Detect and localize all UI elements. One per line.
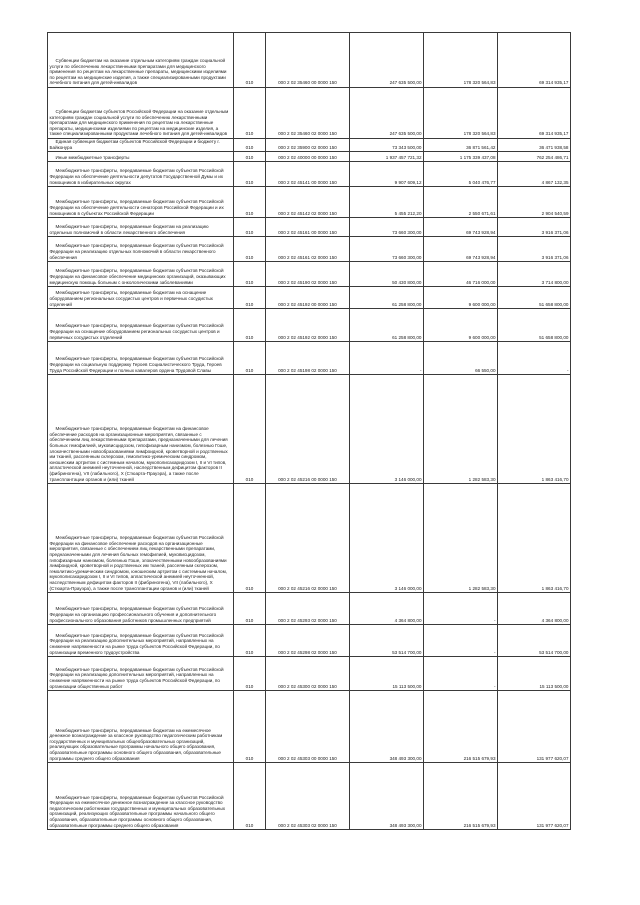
row-code-cell: 010 bbox=[234, 237, 266, 262]
budget-classification-code-cell: 000 2 02 45198 02 0000 150 bbox=[266, 342, 350, 375]
executed-amount-cell: 216 515 679,93 bbox=[424, 691, 498, 763]
row-code-cell: 010 bbox=[234, 139, 266, 152]
unexecuted-amount-cell: 69 314 935,17 bbox=[498, 33, 571, 88]
approved-amount-cell: 73 660 300,00 bbox=[350, 218, 424, 237]
table-row bbox=[48, 287, 571, 309]
executed-amount-cell: - bbox=[424, 657, 498, 691]
approved-amount-cell: 73 660 300,00 bbox=[350, 237, 424, 262]
unexecuted-amount-cell: 4 867 132,35 bbox=[498, 162, 571, 187]
row-code-cell: 010 bbox=[234, 218, 266, 237]
row-name-cell: Межбюджетные трансферты, передаваемые бюджетам на финансовое обеспечение расходов на организационные мероприятия, связанные с обеспечением лиц лекарственными препаратами, предназначенными для лечения больных гемофилией, муковисцидозом, гипофизарным нанизмом, болезнью Гоше, злокачественными новообразованиями лимфоидной, кроветворной и родственных им тканей, рассеянным склерозом, гемолитико-уремическим синдромом, юношеским артритом с системным началом, мукополисахаридозом I, II и VI типов, апластической анемией неуточненной, наследственным дефицитом факторов II (фибриногена), VII (лабильного), X (Стюарта-Прауэра), а также после трансплантации органов и (или) тканей bbox=[48, 375, 234, 484]
approved-amount-cell: 348 493 300,00 bbox=[350, 763, 424, 830]
unexecuted-amount-cell: 36 471 938,58 bbox=[498, 139, 571, 152]
table-row bbox=[48, 309, 571, 342]
unexecuted-amount-cell: 4 364 800,00 bbox=[498, 593, 571, 625]
row-code-cell: 010 bbox=[234, 484, 266, 593]
executed-amount-cell: 1 282 583,30 bbox=[424, 375, 498, 484]
budget-classification-code-cell: 000 2 02 45216 02 0000 150 bbox=[266, 484, 350, 593]
row-name-cell: Межбюджетные трансферты, передаваемые бюджетам субъектов Российской Федерации на обеспечение деятельности сенаторов Российской Федерации и их помощников в субъектах Российской Федерации bbox=[48, 187, 234, 218]
budget-classification-code-cell: 000 2 02 40000 00 0000 150 bbox=[266, 152, 350, 162]
executed-amount-cell: 9 600 000,00 bbox=[424, 309, 498, 342]
unexecuted-amount-cell: 53 514 700,00 bbox=[498, 625, 571, 657]
table-row bbox=[48, 139, 571, 152]
executed-amount-cell: 36 871 561,42 bbox=[424, 139, 498, 152]
row-name-cell: Межбюджетные трансферты, передаваемые бюджетам на ежемесячное денежное вознаграждение за классное руководство педагогическим работникам государственных и муниципальных общеобразовательных организаций, реализующих образовательные программы начального общего образования, образовательные программы основного общего образования, образовательные программы среднего общего образования bbox=[48, 691, 234, 763]
row-name-cell: Межбюджетные трансферты, передаваемые бюджетам субъектов Российской Федерации на ежемесячное денежное вознаграждение за классное руководство педагогическим работникам государственных и муниципальных образовательных организаций, реализующих образовательные программы начального общего образования, образовательные программы основного общего образования, образовательные программы среднего общего образования bbox=[48, 763, 234, 830]
unexecuted-amount-cell: 3 714 800,00 bbox=[498, 262, 571, 287]
row-code-cell: 010 bbox=[234, 187, 266, 218]
unexecuted-amount-cell: 131 977 620,07 bbox=[498, 763, 571, 830]
approved-amount-cell: 61 258 800,00 bbox=[350, 287, 424, 309]
approved-amount-cell: 247 635 500,00 bbox=[350, 88, 424, 139]
executed-amount-cell: 178 320 564,83 bbox=[424, 33, 498, 88]
budget-classification-code-cell: 000 2 02 35900 02 0000 150 bbox=[266, 139, 350, 152]
approved-amount-cell: 61 258 800,00 bbox=[350, 309, 424, 342]
budget-classification-code-cell: 000 2 02 45216 00 0000 150 bbox=[266, 375, 350, 484]
unexecuted-amount-cell: 51 658 800,00 bbox=[498, 309, 571, 342]
table-row bbox=[48, 218, 571, 237]
row-name-cell: Межбюджетные трансферты, передаваемые бюджетам субъектов Российской Федерации на организацию профессионального обучения и дополнительного профессионального образования работников промышленных предприятий bbox=[48, 593, 234, 625]
unexecuted-amount-cell: 51 658 800,00 bbox=[498, 287, 571, 309]
executed-amount-cell: 9 600 000,00 bbox=[424, 287, 498, 309]
row-name-cell: Межбюджетные трансферты, передаваемые бюджетам на оснащение оборудованием региональных сосудистых центров и первичных сосудистых отделений bbox=[48, 287, 234, 309]
row-name-cell: Иные межбюджетные трансферты bbox=[48, 152, 234, 162]
table-row bbox=[48, 262, 571, 287]
executed-amount-cell: 46 716 000,00 bbox=[424, 262, 498, 287]
table-row bbox=[48, 763, 571, 830]
budget-classification-code-cell: 000 2 02 45293 02 0000 150 bbox=[266, 593, 350, 625]
row-code-cell: 010 bbox=[234, 593, 266, 625]
table-row bbox=[48, 484, 571, 593]
row-code-cell: 010 bbox=[234, 763, 266, 830]
row-name-cell: Межбюджетные трансферты, передаваемые бюджетам субъектов Российской Федерации на реализацию дополнительных мероприятий, направленных на снижение напряженности на рынке труда субъектов Российской Федерации, по организации временного трудоустройства bbox=[48, 625, 234, 657]
unexecuted-amount-cell: 3 916 371,06 bbox=[498, 237, 571, 262]
budget-classification-code-cell: 000 2 02 45141 00 0000 150 bbox=[266, 162, 350, 187]
unexecuted-amount-cell: 15 113 500,00 bbox=[498, 657, 571, 691]
table-row bbox=[48, 33, 571, 88]
approved-amount-cell: 1 937 457 721,32 bbox=[350, 152, 424, 162]
budget-classification-code-cell: 000 2 02 45300 02 0000 150 bbox=[266, 657, 350, 691]
budget-classification-code-cell: 000 2 02 45192 00 0000 150 bbox=[266, 287, 350, 309]
row-code-cell: 010 bbox=[234, 309, 266, 342]
unexecuted-amount-cell: - bbox=[498, 342, 571, 375]
table-row bbox=[48, 691, 571, 763]
table-row bbox=[48, 593, 571, 625]
budget-classification-code-cell: 000 2 02 45303 00 0000 150 bbox=[266, 691, 350, 763]
row-name-cell: Межбюджетные трансферты, передаваемые бюджетам субъектов Российской Федерации на социальную поддержку Героев Социалистического Труда, Героев Труда Российской Федерации и полных кавалеров ордена Трудовой Славы bbox=[48, 342, 234, 375]
table-row bbox=[48, 657, 571, 691]
unexecuted-amount-cell: 762 254 486,71 bbox=[498, 152, 571, 162]
unexecuted-amount-cell: 3 916 371,06 bbox=[498, 218, 571, 237]
budget-classification-code-cell: 000 2 02 45161 00 0000 150 bbox=[266, 218, 350, 237]
budget-classification-code-cell: 000 2 02 45303 02 0000 150 bbox=[266, 763, 350, 830]
row-code-cell: 010 bbox=[234, 33, 266, 88]
row-code-cell: 010 bbox=[234, 657, 266, 691]
executed-amount-cell: 66 550,00 bbox=[424, 342, 498, 375]
row-code-cell: 010 bbox=[234, 152, 266, 162]
approved-amount-cell: 5 455 212,20 bbox=[350, 187, 424, 218]
row-code-cell: 010 bbox=[234, 88, 266, 139]
approved-amount-cell: 3 146 000,00 bbox=[350, 375, 424, 484]
budget-classification-code-cell: 000 2 02 45298 02 0000 150 bbox=[266, 625, 350, 657]
row-code-cell: 010 bbox=[234, 287, 266, 309]
row-name-cell: Межбюджетные трансферты, передаваемые бюджетам субъектов Российской Федерации на финансовое обеспечение расходов на организационные мероприятия, связанные с обеспечением лиц лекарственными препаратами, предназначенными для лечения больных гемофилией, муковисцидозом, гипофизарным нанизмом, болезнью Гоше, злокачественными новообразованиями лимфоидной, кроветворной и родственных им тканей, рассеянным склерозом, гемолитико-уремическим синдромом, юношеским артритом с системным началом, мукополисахаридозом I, II и VI типов, апластической анемией неуточненной, наследственным дефицитом факторов II (фибриногена), VII (лабильного), X (Стюарта-Прауэра), а также после трансплантации органов и (или) тканей bbox=[48, 484, 234, 593]
executed-amount-cell: - bbox=[424, 593, 498, 625]
table-row bbox=[48, 187, 571, 218]
executed-amount-cell: 178 320 564,83 bbox=[424, 88, 498, 139]
table-row bbox=[48, 162, 571, 187]
approved-amount-cell: 53 514 700,00 bbox=[350, 625, 424, 657]
executed-amount-cell: - bbox=[424, 625, 498, 657]
row-code-cell: 010 bbox=[234, 262, 266, 287]
budget-classification-code-cell: 000 2 02 45161 02 0000 150 bbox=[266, 237, 350, 262]
unexecuted-amount-cell: 1 863 416,70 bbox=[498, 375, 571, 484]
executed-amount-cell: 1 282 583,30 bbox=[424, 484, 498, 593]
row-code-cell: 010 bbox=[234, 375, 266, 484]
unexecuted-amount-cell: 69 314 935,17 bbox=[498, 88, 571, 139]
executed-amount-cell: 69 743 928,94 bbox=[424, 237, 498, 262]
row-name-cell: Межбюджетные трансферты, передаваемые бюджетам субъектов Российской Федерации на финансовое обеспечение медицинских организаций, оказывающих медицинскую помощь больным с онкологическими заболеваниями bbox=[48, 262, 234, 287]
approved-amount-cell: 3 146 000,00 bbox=[350, 484, 424, 593]
executed-amount-cell: 216 515 679,93 bbox=[424, 763, 498, 830]
row-code-cell: 010 bbox=[234, 342, 266, 375]
approved-amount-cell: 247 635 500,00 bbox=[350, 33, 424, 88]
budget-classification-code-cell: 000 2 02 35460 00 0000 150 bbox=[266, 33, 350, 88]
approved-amount-cell: - bbox=[350, 342, 424, 375]
row-name-cell: Субвенции бюджетам субъектов Российской Федерации на оказание отдельным категориям граждан социальной услуги по обеспечению лекарственными препаратами для медицинского применения по рецептам на лекарственные препараты, медицинскими изделиями по рецептам на медицинские изделия, а также специализированными продуктами лечебного питания для детей-инвалидов bbox=[48, 88, 234, 139]
row-code-cell: 010 bbox=[234, 625, 266, 657]
approved-amount-cell: 4 364 800,00 bbox=[350, 593, 424, 625]
approved-amount-cell: 9 907 609,12 bbox=[350, 162, 424, 187]
row-code-cell: 010 bbox=[234, 691, 266, 763]
row-name-cell: Межбюджетные трансферты, передаваемые бюджетам субъектов Российской Федерации на реализацию дополнительных мероприятий, направленных на снижение напряженности на рынке труда субъектов Российской Федерации, по организации общественных работ bbox=[48, 657, 234, 691]
table-row bbox=[48, 625, 571, 657]
row-name-cell: Межбюджетные трансферты, передаваемые бюджетам субъектов Российской Федерации на реализацию отдельных полномочий в области лекарственного обеспечения bbox=[48, 237, 234, 262]
executed-amount-cell: 69 743 928,94 bbox=[424, 218, 498, 237]
executed-amount-cell: 1 175 339 437,08 bbox=[424, 152, 498, 162]
row-name-cell: Межбюджетные трансферты, передаваемые бюджетам субъектов Российской Федерации на обеспечение деятельности депутатов Государственной Думы и их помощников в избирательных округах bbox=[48, 162, 234, 187]
row-name-cell: Единая субвенция бюджетам субъектов Российской Федерации и бюджету г. Байконура bbox=[48, 139, 234, 152]
approved-amount-cell: 15 113 500,00 bbox=[350, 657, 424, 691]
budget-classification-code-cell: 000 2 02 45192 02 0000 150 bbox=[266, 309, 350, 342]
row-name-cell: Субвенции бюджетам на оказание отдельным категориям граждан социальной услуги по обеспечению лекарственными препаратами для медицинского применения по рецептам на лекарственные препараты, медицинскими изделиями по рецептам на медицинские изделия, а также специализированными продуктами лечебного питания для детей-инвалидов bbox=[48, 33, 234, 88]
unexecuted-amount-cell: 131 977 620,07 bbox=[498, 691, 571, 763]
executed-amount-cell: 2 550 671,61 bbox=[424, 187, 498, 218]
budget-classification-code-cell: 000 2 02 35460 02 0000 150 bbox=[266, 88, 350, 139]
table-row bbox=[48, 88, 571, 139]
executed-amount-cell: 5 040 476,77 bbox=[424, 162, 498, 187]
approved-amount-cell: 348 493 300,00 bbox=[350, 691, 424, 763]
table-row bbox=[48, 152, 571, 162]
unexecuted-amount-cell: 2 904 540,59 bbox=[498, 187, 571, 218]
table-body bbox=[48, 33, 571, 830]
row-code-cell: 010 bbox=[234, 162, 266, 187]
budget-classification-code-cell: 000 2 02 45190 02 0000 150 bbox=[266, 262, 350, 287]
approved-amount-cell: 50 430 800,00 bbox=[350, 262, 424, 287]
budget-transfers-table bbox=[47, 32, 571, 830]
table-row bbox=[48, 375, 571, 484]
row-name-cell: Межбюджетные трансферты, передаваемые бюджетам субъектов Российской Федерации на оснащение оборудованием региональных сосудистых центров и первичных сосудистых отделений bbox=[48, 309, 234, 342]
table-row bbox=[48, 342, 571, 375]
row-name-cell: Межбюджетные трансферты, передаваемые бюджетам на реализацию отдельных полномочий в области лекарственного обеспечения bbox=[48, 218, 234, 237]
unexecuted-amount-cell: 1 863 416,70 bbox=[498, 484, 571, 593]
budget-classification-code-cell: 000 2 02 45142 02 0000 150 bbox=[266, 187, 350, 218]
table-row bbox=[48, 237, 571, 262]
approved-amount-cell: 73 343 500,00 bbox=[350, 139, 424, 152]
